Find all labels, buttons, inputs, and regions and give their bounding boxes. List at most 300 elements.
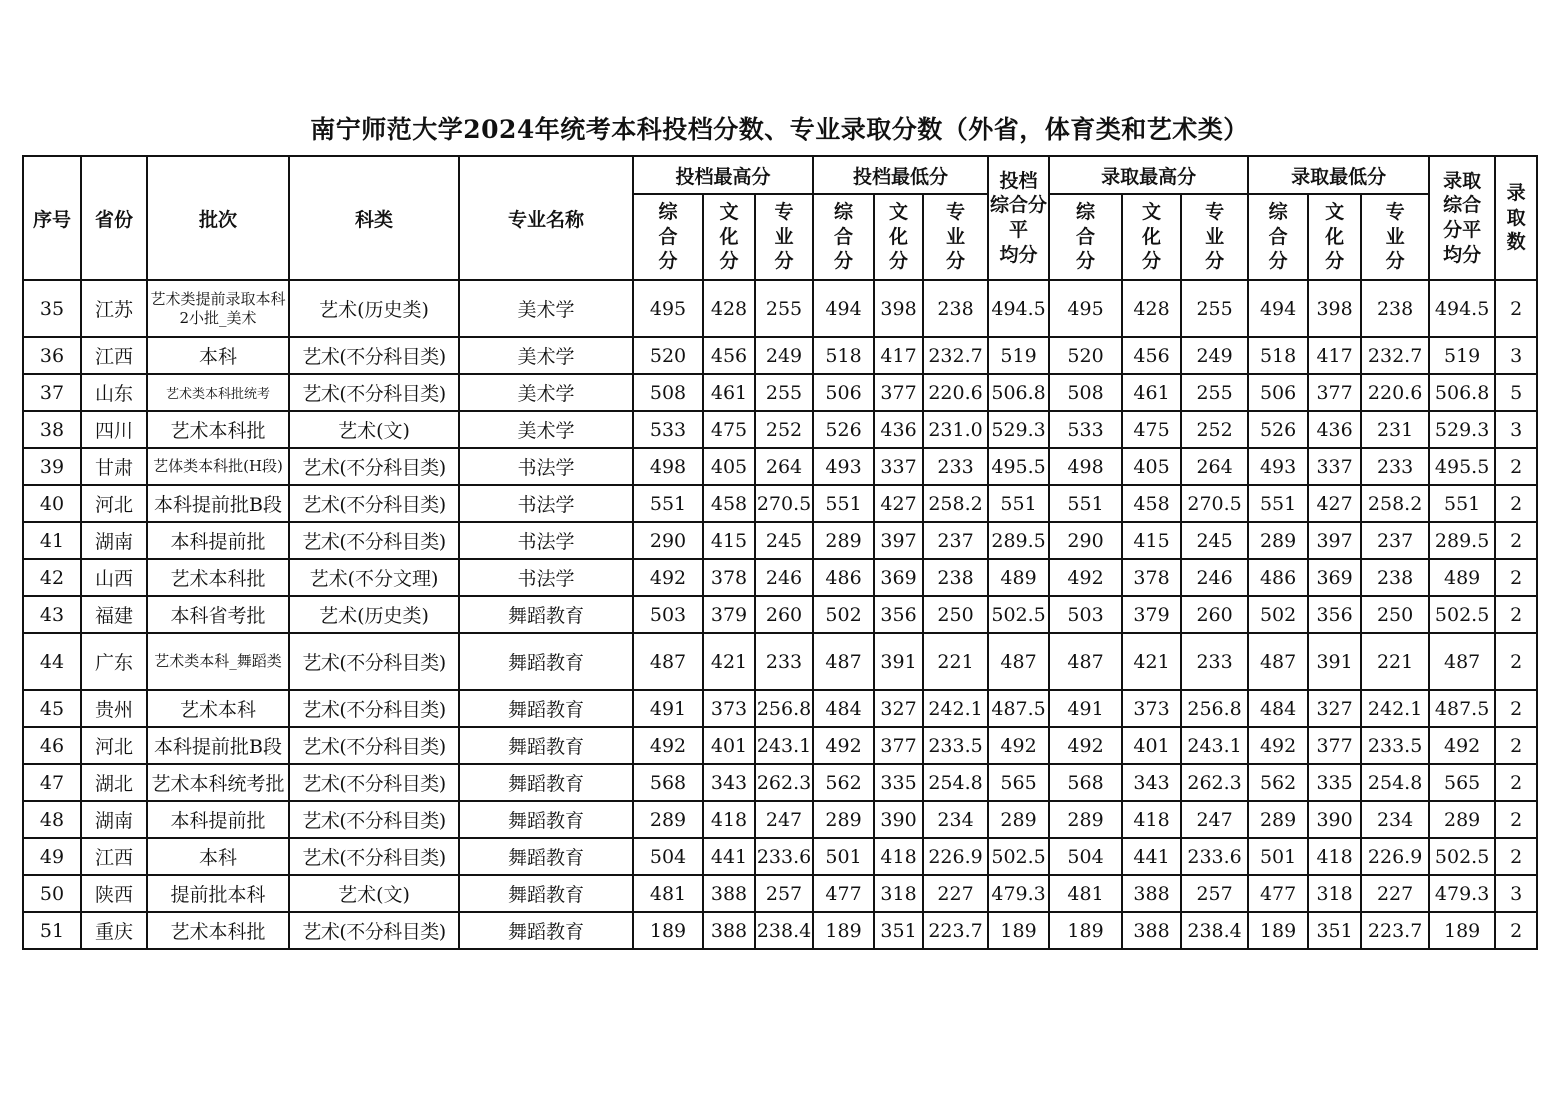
cell-luqu-avg: 519 [1429,337,1495,374]
cell-toudang-avg: 551 [988,485,1049,522]
cell-toudang-avg: 495.5 [988,448,1049,485]
cell-luqu-avg: 506.8 [1429,374,1495,411]
cell-seq: 37 [23,374,81,411]
cell-luqu-max-wenhua: 405 [1122,448,1181,485]
cell-toudang-min-zonghe: 562 [813,764,874,801]
cell-toudang-min-zonghe: 484 [813,690,874,727]
cell-batch: 艺术本科批 [147,912,289,949]
cell-toudang-min-zhuanye: 226.9 [923,838,988,875]
cell-category: 艺术(不分科目类) [289,448,459,485]
cell-toudang-avg: 489 [988,559,1049,596]
cell-major: 舞蹈教育 [459,801,633,838]
cell-luqu-min-zonghe: 486 [1248,559,1308,596]
cell-luqu-max-zonghe: 533 [1049,411,1122,448]
cell-luqu-min-wenhua: 418 [1308,838,1361,875]
cell-luqu-count: 2 [1495,633,1537,690]
page-title: 南宁师范大学2024年统考本科投档分数、专业录取分数（外省，体育类和艺术类） [310,115,1249,144]
table-row [23,485,1537,522]
cell-toudang-max-zhuanye: 233.6 [755,838,813,875]
cell-luqu-count: 5 [1495,374,1537,411]
table-row [23,838,1537,875]
cell-luqu-min-zhuanye: 232.7 [1361,337,1429,374]
cell-seq: 47 [23,764,81,801]
cell-toudang-min-zhuanye: 227 [923,875,988,912]
cell-luqu-max-wenhua: 461 [1122,374,1181,411]
cell-luqu-max-zonghe: 504 [1049,838,1122,875]
table-row [23,633,1537,690]
cell-toudang-min-zhuanye: 232.7 [923,337,988,374]
header-luqu-max: 录取最高分 [1049,156,1248,194]
header-seq: 序号 [23,156,81,280]
cell-toudang-max-wenhua: 388 [703,912,755,949]
cell-toudang-max-zonghe: 487 [633,633,703,690]
cell-toudang-max-zhuanye: 245 [755,522,813,559]
cell-category: 艺术(不分科目类) [289,522,459,559]
cell-toudang-min-zonghe: 289 [813,801,874,838]
table-body [23,280,1537,949]
subheader-zhuanye: 专 业 分 [1361,194,1429,280]
cell-toudang-min-wenhua: 417 [874,337,923,374]
table-row [23,374,1537,411]
subheader-zhuanye: 专 业 分 [1181,194,1248,280]
subheader-wenhua: 文 化 分 [1122,194,1181,280]
subheader-zonghe: 综 合 分 [813,194,874,280]
cell-luqu-max-wenhua: 388 [1122,912,1181,949]
table-row [23,764,1537,801]
header-major: 专业名称 [459,156,633,280]
cell-category: 艺术(不分科目类) [289,690,459,727]
cell-province: 湖南 [81,801,147,838]
header-province: 省份 [81,156,147,280]
cell-luqu-min-zhuanye: 226.9 [1361,838,1429,875]
cell-luqu-min-wenhua: 377 [1308,374,1361,411]
cell-luqu-count: 2 [1495,801,1537,838]
cell-toudang-avg: 492 [988,727,1049,764]
cell-luqu-max-zonghe: 568 [1049,764,1122,801]
cell-category: 艺术(不分科目类) [289,838,459,875]
cell-seq: 44 [23,633,81,690]
cell-luqu-max-zhuanye: 252 [1181,411,1248,448]
cell-province: 河北 [81,727,147,764]
admission-scores-table [22,155,1538,950]
cell-luqu-max-zonghe: 289 [1049,801,1122,838]
cell-toudang-avg: 487 [988,633,1049,690]
cell-toudang-min-wenhua: 327 [874,690,923,727]
cell-toudang-avg: 519 [988,337,1049,374]
cell-luqu-max-zhuanye: 260 [1181,596,1248,633]
cell-major: 书法学 [459,448,633,485]
cell-toudang-max-wenhua: 428 [703,280,755,337]
cell-province: 湖北 [81,764,147,801]
cell-luqu-min-zhuanye: 254.8 [1361,764,1429,801]
cell-luqu-max-zhuanye: 247 [1181,801,1248,838]
cell-toudang-max-zhuanye: 252 [755,411,813,448]
cell-luqu-min-zhuanye: 233 [1361,448,1429,485]
cell-luqu-min-zonghe: 289 [1248,522,1308,559]
cell-toudang-min-zhuanye: 233 [923,448,988,485]
table-row [23,875,1537,912]
cell-batch: 艺术类提前录取本科2小批_美术 [147,280,289,337]
cell-toudang-max-wenhua: 418 [703,801,755,838]
cell-luqu-max-zonghe: 498 [1049,448,1122,485]
cell-luqu-max-wenhua: 421 [1122,633,1181,690]
cell-seq: 51 [23,912,81,949]
cell-luqu-avg: 565 [1429,764,1495,801]
cell-luqu-min-zhuanye: 227 [1361,875,1429,912]
cell-luqu-count: 3 [1495,875,1537,912]
cell-luqu-min-zhuanye: 234 [1361,801,1429,838]
cell-luqu-count: 3 [1495,411,1537,448]
cell-major: 舞蹈教育 [459,838,633,875]
cell-luqu-min-zhuanye: 258.2 [1361,485,1429,522]
cell-toudang-max-wenhua: 405 [703,448,755,485]
cell-toudang-max-zonghe: 520 [633,337,703,374]
cell-batch: 艺术本科批 [147,559,289,596]
cell-luqu-count: 2 [1495,559,1537,596]
cell-luqu-max-wenhua: 475 [1122,411,1181,448]
cell-luqu-min-wenhua: 390 [1308,801,1361,838]
cell-luqu-count: 2 [1495,522,1537,559]
cell-toudang-avg: 529.3 [988,411,1049,448]
cell-category: 艺术(历史类) [289,596,459,633]
cell-luqu-count: 2 [1495,838,1537,875]
cell-luqu-avg: 502.5 [1429,838,1495,875]
cell-category: 艺术(不分科目类) [289,485,459,522]
subheader-zonghe: 综 合 分 [1049,194,1122,280]
cell-toudang-min-zonghe: 189 [813,912,874,949]
cell-luqu-max-wenhua: 401 [1122,727,1181,764]
cell-toudang-max-wenhua: 421 [703,633,755,690]
cell-luqu-min-wenhua: 351 [1308,912,1361,949]
cell-major: 舞蹈教育 [459,633,633,690]
cell-batch: 艺术本科统考批 [147,764,289,801]
cell-luqu-max-zonghe: 481 [1049,875,1122,912]
cell-toudang-max-zonghe: 289 [633,801,703,838]
table-row [23,411,1537,448]
cell-major: 书法学 [459,485,633,522]
cell-luqu-max-zonghe: 520 [1049,337,1122,374]
cell-luqu-max-zhuanye: 245 [1181,522,1248,559]
cell-toudang-max-zhuanye: 262.3 [755,764,813,801]
cell-luqu-min-zhuanye: 231 [1361,411,1429,448]
cell-toudang-min-zhuanye: 223.7 [923,912,988,949]
cell-toudang-max-wenhua: 475 [703,411,755,448]
header-batch: 批次 [147,156,289,280]
cell-category: 艺术(文) [289,875,459,912]
cell-luqu-min-zonghe: 289 [1248,801,1308,838]
cell-luqu-min-zonghe: 492 [1248,727,1308,764]
cell-seq: 46 [23,727,81,764]
cell-luqu-min-zonghe: 518 [1248,337,1308,374]
cell-toudang-max-zonghe: 481 [633,875,703,912]
cell-luqu-avg: 479.3 [1429,875,1495,912]
cell-toudang-max-zonghe: 504 [633,838,703,875]
cell-luqu-max-zonghe: 492 [1049,727,1122,764]
cell-luqu-max-wenhua: 456 [1122,337,1181,374]
table-row [23,912,1537,949]
cell-luqu-min-zonghe: 506 [1248,374,1308,411]
cell-seq: 42 [23,559,81,596]
cell-category: 艺术(不分科目类) [289,801,459,838]
cell-seq: 41 [23,522,81,559]
cell-luqu-min-wenhua: 427 [1308,485,1361,522]
cell-province: 贵州 [81,690,147,727]
cell-batch: 本科提前批B段 [147,485,289,522]
cell-luqu-count: 2 [1495,485,1537,522]
cell-toudang-max-zonghe: 508 [633,374,703,411]
cell-category: 艺术(历史类) [289,280,459,337]
cell-category: 艺术(不分科目类) [289,727,459,764]
cell-luqu-count: 2 [1495,596,1537,633]
cell-province: 湖南 [81,522,147,559]
cell-luqu-max-zhuanye: 246 [1181,559,1248,596]
cell-luqu-avg: 289 [1429,801,1495,838]
cell-luqu-count: 2 [1495,448,1537,485]
cell-batch: 艺术本科 [147,690,289,727]
cell-luqu-min-zonghe: 551 [1248,485,1308,522]
cell-seq: 40 [23,485,81,522]
cell-luqu-max-zonghe: 492 [1049,559,1122,596]
cell-province: 山西 [81,559,147,596]
cell-luqu-max-zonghe: 495 [1049,280,1122,337]
cell-seq: 36 [23,337,81,374]
cell-toudang-min-zonghe: 486 [813,559,874,596]
cell-category: 艺术(不分科目类) [289,337,459,374]
table-header [23,156,1537,280]
cell-luqu-min-zonghe: 477 [1248,875,1308,912]
cell-luqu-min-zhuanye: 242.1 [1361,690,1429,727]
cell-toudang-min-zhuanye: 238 [923,280,988,337]
cell-luqu-min-wenhua: 391 [1308,633,1361,690]
cell-luqu-min-zhuanye: 223.7 [1361,912,1429,949]
cell-luqu-min-wenhua: 318 [1308,875,1361,912]
cell-luqu-avg: 494.5 [1429,280,1495,337]
cell-toudang-max-zhuanye: 238.4 [755,912,813,949]
cell-toudang-avg: 479.3 [988,875,1049,912]
cell-toudang-min-zonghe: 502 [813,596,874,633]
cell-batch: 本科提前批 [147,522,289,559]
subheader-wenhua: 文 化 分 [1308,194,1361,280]
cell-luqu-max-wenhua: 343 [1122,764,1181,801]
cell-luqu-count: 2 [1495,690,1537,727]
cell-luqu-max-zonghe: 551 [1049,485,1122,522]
cell-toudang-min-wenhua: 391 [874,633,923,690]
cell-toudang-max-zhuanye: 255 [755,280,813,337]
cell-toudang-min-wenhua: 318 [874,875,923,912]
cell-luqu-count: 2 [1495,912,1537,949]
cell-luqu-min-wenhua: 337 [1308,448,1361,485]
cell-luqu-avg: 495.5 [1429,448,1495,485]
cell-toudang-min-zhuanye: 250 [923,596,988,633]
cell-luqu-min-wenhua: 377 [1308,727,1361,764]
cell-luqu-max-zonghe: 503 [1049,596,1122,633]
cell-luqu-max-wenhua: 441 [1122,838,1181,875]
subheader-zhuanye: 专 业 分 [923,194,988,280]
header-toudang-max: 投档最高分 [633,156,813,194]
cell-toudang-min-wenhua: 427 [874,485,923,522]
cell-major: 舞蹈教育 [459,690,633,727]
cell-toudang-max-zhuanye: 257 [755,875,813,912]
cell-luqu-min-zhuanye: 233.5 [1361,727,1429,764]
cell-province: 重庆 [81,912,147,949]
cell-seq: 45 [23,690,81,727]
cell-major: 美术学 [459,411,633,448]
cell-batch: 本科省考批 [147,596,289,633]
cell-luqu-max-zhuanye: 270.5 [1181,485,1248,522]
cell-major: 舞蹈教育 [459,875,633,912]
cell-toudang-max-zhuanye: 247 [755,801,813,838]
cell-batch: 本科提前批 [147,801,289,838]
cell-luqu-min-zonghe: 493 [1248,448,1308,485]
cell-luqu-min-wenhua: 335 [1308,764,1361,801]
table-row [23,727,1537,764]
cell-luqu-min-zonghe: 189 [1248,912,1308,949]
cell-toudang-max-zhuanye: 260 [755,596,813,633]
cell-toudang-min-wenhua: 436 [874,411,923,448]
table-row [23,690,1537,727]
cell-toudang-min-zhuanye: 233.5 [923,727,988,764]
cell-toudang-max-wenhua: 401 [703,727,755,764]
cell-toudang-avg: 189 [988,912,1049,949]
cell-toudang-min-wenhua: 377 [874,374,923,411]
cell-toudang-max-wenhua: 415 [703,522,755,559]
cell-category: 艺术(不分科目类) [289,633,459,690]
cell-toudang-max-zonghe: 492 [633,727,703,764]
cell-toudang-min-zhuanye: 231.0 [923,411,988,448]
cell-luqu-max-zhuanye: 255 [1181,374,1248,411]
cell-luqu-min-zonghe: 487 [1248,633,1308,690]
cell-luqu-min-wenhua: 369 [1308,559,1361,596]
cell-major: 舞蹈教育 [459,596,633,633]
cell-province: 广东 [81,633,147,690]
cell-toudang-max-zhuanye: 255 [755,374,813,411]
cell-major: 舞蹈教育 [459,764,633,801]
cell-toudang-min-zonghe: 518 [813,337,874,374]
cell-toudang-max-wenhua: 458 [703,485,755,522]
cell-toudang-min-zonghe: 506 [813,374,874,411]
cell-major: 美术学 [459,337,633,374]
subheader-zonghe: 综 合 分 [633,194,703,280]
cell-toudang-max-zonghe: 533 [633,411,703,448]
cell-toudang-min-zonghe: 492 [813,727,874,764]
cell-toudang-min-wenhua: 390 [874,801,923,838]
cell-toudang-min-zonghe: 494 [813,280,874,337]
cell-province: 四川 [81,411,147,448]
cell-luqu-min-zonghe: 502 [1248,596,1308,633]
cell-luqu-avg: 551 [1429,485,1495,522]
cell-toudang-min-wenhua: 337 [874,448,923,485]
cell-toudang-max-zonghe: 189 [633,912,703,949]
cell-toudang-avg: 502.5 [988,596,1049,633]
subheader-zhuanye: 专 业 分 [755,194,813,280]
cell-major: 书法学 [459,559,633,596]
cell-luqu-min-zonghe: 526 [1248,411,1308,448]
header-category: 科类 [289,156,459,280]
cell-luqu-count: 2 [1495,764,1537,801]
cell-batch: 艺体类本科批(H段) [147,448,289,485]
cell-major: 舞蹈教育 [459,912,633,949]
cell-luqu-max-zhuanye: 257 [1181,875,1248,912]
cell-toudang-min-wenhua: 397 [874,522,923,559]
cell-seq: 48 [23,801,81,838]
cell-toudang-min-wenhua: 369 [874,559,923,596]
cell-category: 艺术(不分科目类) [289,764,459,801]
header-toudang-min: 投档最低分 [813,156,988,194]
cell-toudang-min-zonghe: 289 [813,522,874,559]
cell-toudang-avg: 487.5 [988,690,1049,727]
cell-luqu-min-wenhua: 436 [1308,411,1361,448]
subheader-wenhua: 文 化 分 [874,194,923,280]
cell-toudang-max-zhuanye: 256.8 [755,690,813,727]
cell-luqu-min-zonghe: 484 [1248,690,1308,727]
cell-toudang-min-wenhua: 356 [874,596,923,633]
table-row [23,596,1537,633]
cell-luqu-max-zhuanye: 238.4 [1181,912,1248,949]
cell-luqu-count: 2 [1495,727,1537,764]
cell-toudang-max-wenhua: 456 [703,337,755,374]
cell-luqu-max-zonghe: 491 [1049,690,1122,727]
cell-province: 福建 [81,596,147,633]
cell-major: 舞蹈教育 [459,727,633,764]
cell-luqu-max-wenhua: 379 [1122,596,1181,633]
cell-toudang-max-zonghe: 503 [633,596,703,633]
cell-toudang-max-zhuanye: 246 [755,559,813,596]
cell-seq: 50 [23,875,81,912]
cell-batch: 提前批本科 [147,875,289,912]
cell-toudang-max-zhuanye: 243.1 [755,727,813,764]
subheader-wenhua: 文 化 分 [703,194,755,280]
cell-luqu-min-wenhua: 398 [1308,280,1361,337]
cell-luqu-max-zhuanye: 243.1 [1181,727,1248,764]
cell-toudang-max-wenhua: 373 [703,690,755,727]
cell-luqu-min-zonghe: 494 [1248,280,1308,337]
cell-luqu-max-wenhua: 373 [1122,690,1181,727]
cell-province: 江西 [81,337,147,374]
cell-seq: 39 [23,448,81,485]
cell-province: 甘肃 [81,448,147,485]
cell-toudang-max-wenhua: 388 [703,875,755,912]
cell-toudang-min-zonghe: 501 [813,838,874,875]
table-row [23,801,1537,838]
header-luqu-min: 录取最低分 [1248,156,1429,194]
cell-category: 艺术(不分科目类) [289,912,459,949]
cell-toudang-max-wenhua: 378 [703,559,755,596]
cell-toudang-max-zonghe: 551 [633,485,703,522]
cell-luqu-avg: 487.5 [1429,690,1495,727]
cell-luqu-min-zhuanye: 221 [1361,633,1429,690]
cell-luqu-avg: 289.5 [1429,522,1495,559]
cell-seq: 49 [23,838,81,875]
cell-luqu-avg: 189 [1429,912,1495,949]
cell-luqu-min-zhuanye: 220.6 [1361,374,1429,411]
cell-toudang-min-zonghe: 551 [813,485,874,522]
cell-province: 江苏 [81,280,147,337]
table-row [23,559,1537,596]
header-toudang-avg: 投档 综合分平 均分 [988,156,1049,280]
cell-province: 河北 [81,485,147,522]
cell-toudang-max-zhuanye: 233 [755,633,813,690]
cell-luqu-min-wenhua: 327 [1308,690,1361,727]
cell-toudang-min-zhuanye: 221 [923,633,988,690]
cell-toudang-min-zhuanye: 242.1 [923,690,988,727]
cell-category: 艺术(不分文理) [289,559,459,596]
cell-luqu-min-zhuanye: 238 [1361,280,1429,337]
cell-toudang-min-wenhua: 351 [874,912,923,949]
cell-luqu-max-wenhua: 388 [1122,875,1181,912]
header-luqu-count: 录 取 数 [1495,156,1537,280]
cell-batch: 艺术类本科批统考 [147,374,289,411]
cell-toudang-max-zhuanye: 249 [755,337,813,374]
